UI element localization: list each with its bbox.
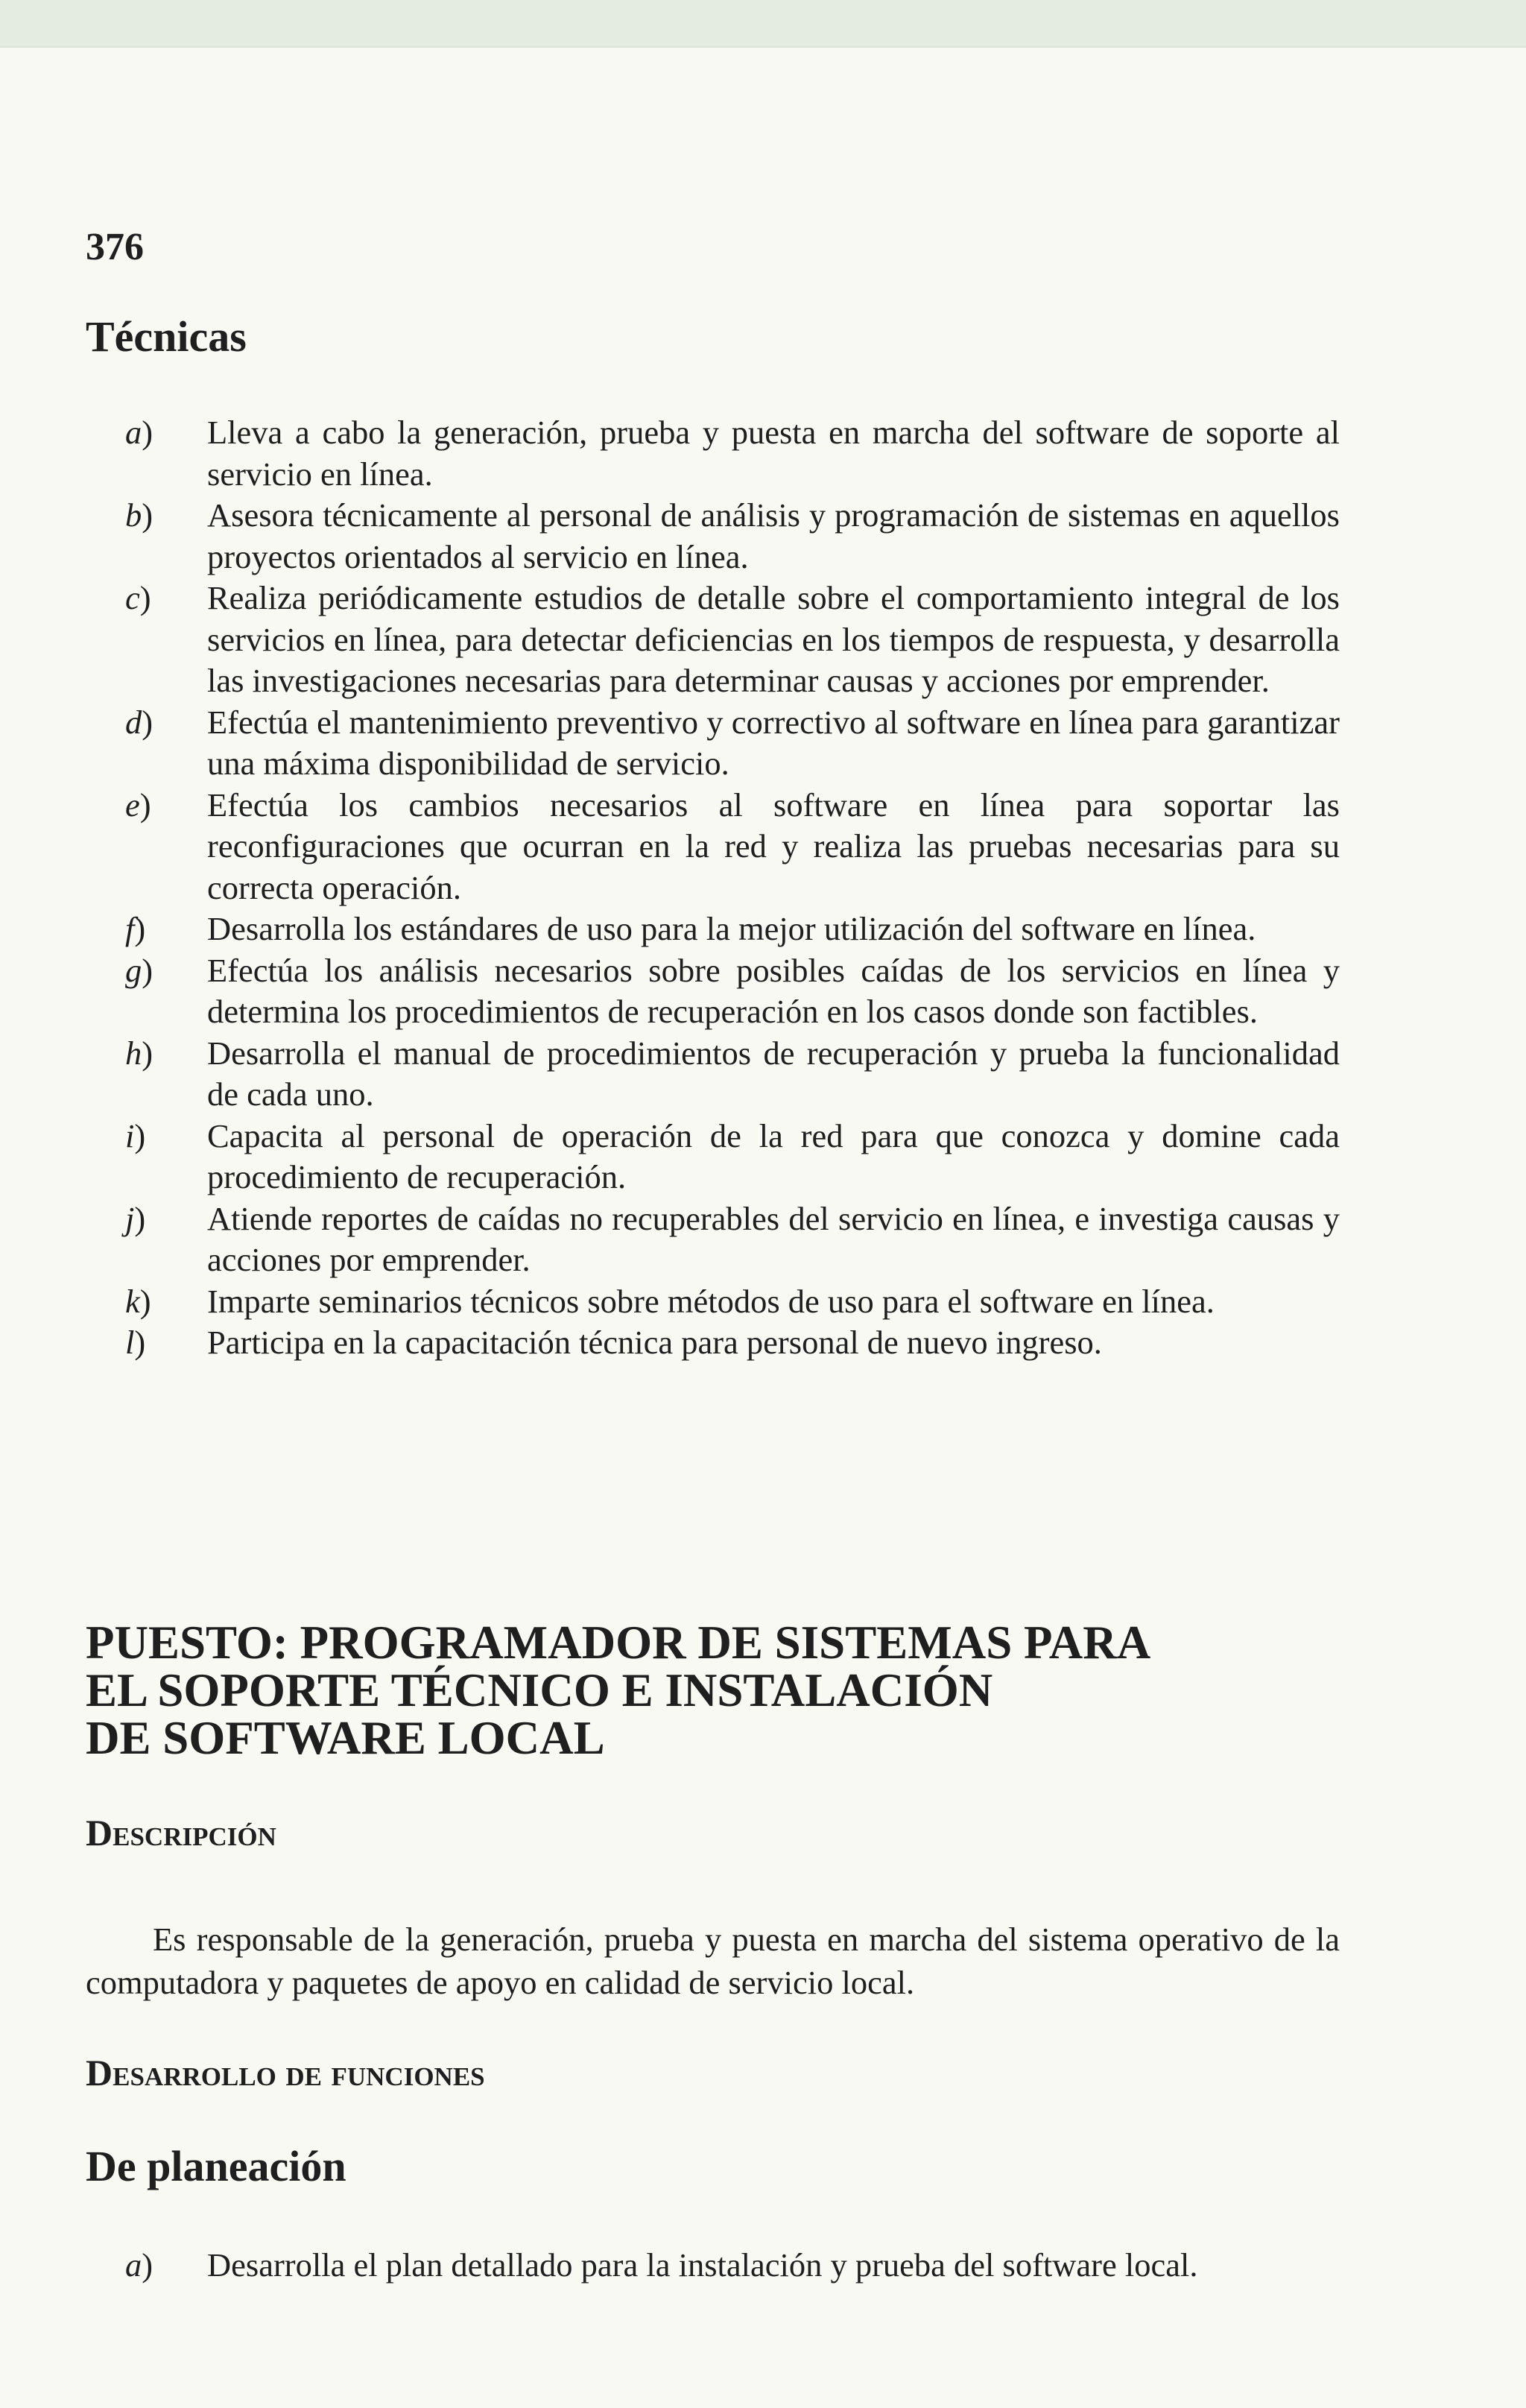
list-item <box>125 1116 1340 1198</box>
item-marker: h) <box>125 1034 153 1072</box>
tecnicas-list <box>125 412 1340 1364</box>
list-item <box>125 1322 1340 1364</box>
list-item <box>125 1198 1340 1281</box>
item-text: Desarrolla el manual de procedimientos de recuperación y prueba la funcionalidad de cada uno. <box>207 1034 1340 1113</box>
item-marker: i) <box>125 1116 146 1154</box>
item-text: Desarrolla los estándares de uso para la mejor utilización del software en línea. <box>207 910 1256 947</box>
functions-heading: Desarrollo de funciones <box>86 2052 485 2093</box>
list-item <box>125 785 1340 909</box>
job-title-line: DE SOFTWARE LOCAL <box>86 1712 605 1764</box>
item-marker: a) <box>125 2246 153 2284</box>
list-item <box>125 950 1340 1033</box>
item-text: Capacita al personal de operación de la red para que conozca y domine cada procedimiento de recuperación. <box>207 1116 1340 1195</box>
item-text: Efectúa los cambios necesarios al software en línea para soportar las reconfiguraciones que ocurran en la red y realiza las pruebas necesarias para su correcta operación. <box>207 786 1340 906</box>
list-item <box>125 702 1340 785</box>
tecnicas-heading: Técnicas <box>86 312 247 361</box>
list-item <box>125 2245 1340 2287</box>
list-item <box>125 908 1340 950</box>
list-item <box>125 412 1340 495</box>
item-text: Asesora técnicamente al personal de análisis y programación de sistemas en aquellos proyectos orientados al servicio en línea. <box>207 496 1340 575</box>
list-item <box>125 1033 1340 1116</box>
item-marker: b) <box>125 496 153 534</box>
item-marker: g) <box>125 951 153 989</box>
description-heading: Descripción <box>86 1812 276 1854</box>
item-text: Realiza periódicamente estudios de detalle sobre el comportamiento integral de los servicios en línea, para detectar deficiencias en los tiempos de respuesta, y desarrolla las investigaciones necesarias para determinar causas y acciones por emprender. <box>207 579 1340 699</box>
job-title-line: EL SOPORTE TÉCNICO E INSTALACIÓN <box>86 1664 993 1716</box>
job-title-line: PUESTO: PROGRAMADOR DE SISTEMAS PARA <box>86 1617 1151 1669</box>
item-marker: j) <box>125 1199 146 1237</box>
item-text: Desarrolla el plan detallado para la instalación y prueba del software local. <box>207 2246 1198 2284</box>
item-marker: a) <box>125 414 153 451</box>
list-item <box>125 578 1340 702</box>
item-text: Atiende reportes de caídas no recuperables del servicio en línea, e investiga causas y acciones por emprender. <box>207 1199 1340 1278</box>
item-text: Efectúa los análisis necesarios sobre posibles caídas de los servicios en línea y determina los procedimientos de recuperación en los casos donde son factibles. <box>207 951 1340 1030</box>
item-text: Participa en la capacitación técnica para personal de nuevo ingreso. <box>207 1324 1102 1361</box>
job-title <box>86 1619 1390 1762</box>
list-item <box>125 495 1340 578</box>
item-text: Lleva a cabo la generación, prueba y puesta en marcha del software de soporte al servicio en línea. <box>207 414 1340 493</box>
item-marker: l) <box>125 1324 146 1361</box>
planning-list <box>125 2245 1340 2287</box>
planning-heading: De planeación <box>86 2142 346 2190</box>
description-paragraph: Es responsable de la generación, prueba y puesta en marcha del sistema operativo de la computadora y paquetes de apoyo en calidad de servicio local. <box>86 1921 1340 2001</box>
item-text: Efectúa el mantenimiento preventivo y correctivo al software en línea para garantizar una máxima disponibilidad de servicio. <box>207 703 1340 782</box>
item-marker: k) <box>125 1282 151 1320</box>
page-number: 376 <box>86 226 144 268</box>
item-marker: d) <box>125 703 153 741</box>
item-text: Imparte seminarios técnicos sobre métodos de uso para el software en línea. <box>207 1282 1215 1320</box>
list-item <box>125 1281 1340 1323</box>
item-marker: f) <box>125 910 146 947</box>
item-marker: e) <box>125 786 151 824</box>
item-marker: c) <box>125 579 151 616</box>
